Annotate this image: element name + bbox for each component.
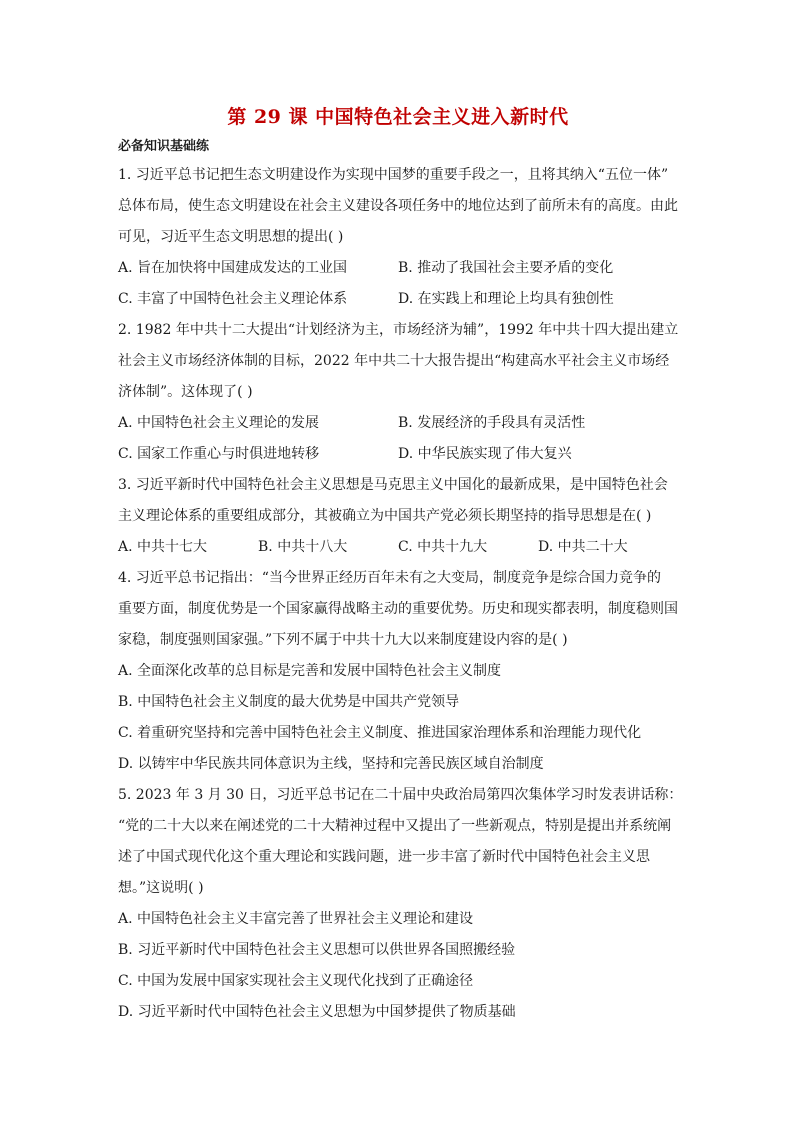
question-text-line: 社会主义市场经济体制的目标，2022 年中共二十大报告提出“构建高水平社会主义市场经 [118,353,670,369]
option-b: B. 发展经济的手段具有灵活性 [398,415,586,431]
options-row [118,253,678,284]
option-a: A. 全面深化改革的总目标是完善和发展中国特色社会主义制度 [118,663,502,679]
question-5 [118,780,683,1028]
question-text-line: 2. 1982 年中共十二大提出“计划经济为主，市场经济为辅”，1992 年中共十四大提出建立 [118,322,679,338]
option-d: D. 在实践上和理论上均具有独创性 [398,291,614,307]
question-1 [118,160,678,315]
section-heading: 必备知识基础练 [118,139,210,154]
question-text-line: 主义理论体系的重要组成部分，其被确立为中国共产党必须长期坚持的指导思想是在( ) [118,508,652,524]
question-2 [118,315,678,470]
options-row [118,439,678,470]
question-text-line: 1. 习近平总书记把生态文明建设作为实现中国梦的重要手段之一，且将其纳入“五位一体” [118,167,669,183]
page-title: 第 29 课 中国特色社会主义进入新时代 [227,106,569,128]
option-a: A. 中国特色社会主义丰富完善了世界社会主义理论和建设 [118,911,474,927]
question-text-line: 想。”这说明( ) [118,880,204,896]
question-text-line: 4. 习近平总书记指出：“当今世界正经历百年未有之大变局，制度竞争是综合国力竞争的 [118,570,661,586]
options-row [118,284,678,315]
question-3 [118,470,678,563]
option-b: B. 推动了我国社会主要矛盾的变化 [398,260,614,276]
option-c: C. 中国为发展中国家实现社会主义现代化找到了正确途径 [118,973,474,989]
question-text-line: 济体制”。这体现了( ) [118,384,253,400]
question-4 [118,563,678,780]
question-text-line: 述了中国式现代化这个重大理论和实践问题，进一步丰富了新时代中国特色社会主义思 [118,849,650,865]
options-row [118,532,678,563]
option-d: D. 习近平新时代中国特色社会主义思想为中国梦提供了物质基础 [118,1004,516,1020]
option-c: C. 国家工作重心与时俱进地转移 [118,446,320,462]
question-text-line: 3. 习近平新时代中国特色社会主义思想是马克思主义中国化的最新成果，是中国特色社会 [118,477,668,493]
option-b: B. 习近平新时代中国特色社会主义思想可以供世界各国照搬经验 [118,942,516,958]
option-d: D. 中华民族实现了伟大复兴 [398,446,572,462]
question-text-line: 重要方面，制度优势是一个国家赢得战略主动的重要优势。历史和现实都表明，制度稳则国 [118,601,678,617]
option-a: A. 旨在加快将中国建成发达的工业国 [118,260,348,276]
question-text-line: 总体布局，使生态文明建设在社会主义建设各项任务中的地位达到了前所未有的高度。由此 [118,198,678,214]
option-a: A. 中共十七大 [118,539,208,555]
options-row [118,408,678,439]
question-text-line: 家稳，制度强则国家强。”下列不属于中共十九大以来制度建设内容的是( ) [118,632,568,648]
option-a: A. 中国特色社会主义理论的发展 [118,415,320,431]
option-b: B. 中共十八大 [258,539,348,555]
question-text-line: 可见，习近平生态文明思想的提出( ) [118,229,344,245]
option-d: D. 中共二十大 [538,539,628,555]
option-d: D. 以铸牢中华民族共同体意识为主线，坚持和完善民族区域自治制度 [118,756,544,772]
option-c: C. 着重研究坚持和完善中国特色社会主义制度、推进国家治理体系和治理能力现代化 [118,725,642,741]
option-c: C. 中共十九大 [398,539,488,555]
option-c: C. 丰富了中国特色社会主义理论体系 [118,291,348,307]
question-text-line: “党的二十大以来在阐述党的二十大精神过程中又提出了一些新观点，特别是提出并系统阐 [118,818,672,834]
option-b: B. 中国特色社会主义制度的最大优势是中国共产党领导 [118,694,460,710]
document-page [118,100,683,1028]
question-text-line: 5. 2023 年 3 月 30 日，习近平总书记在二十届中央政治局第四次集体学习时发表讲话称： [118,787,683,803]
